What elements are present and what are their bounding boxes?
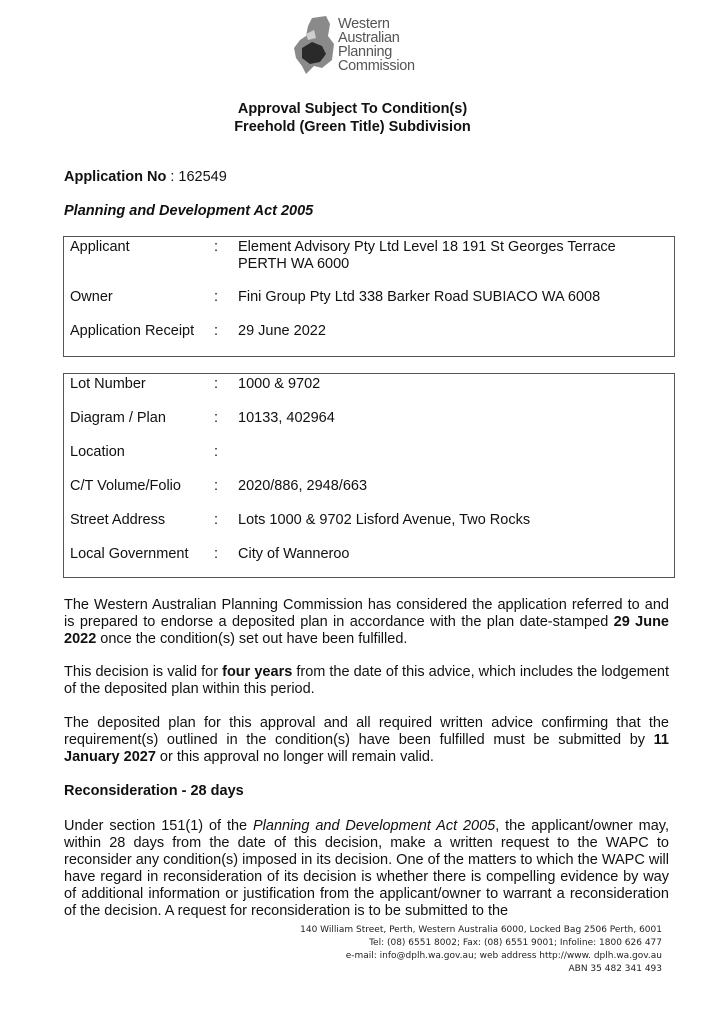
row-label: Owner — [70, 289, 113, 305]
row-value: Element Advisory Pty Ltd Level 18 191 St Georges Terrace PERTH WA 6000 — [238, 239, 616, 272]
document-title: Approval Subject To Condition(s) — [237, 101, 468, 117]
row-label: Applicant — [70, 239, 130, 255]
reconsideration-heading: Reconsideration - 28 days — [64, 783, 244, 799]
logo-line: Australian — [338, 30, 400, 46]
reconsideration-paragraph — [64, 818, 669, 920]
validity-paragraph — [64, 664, 669, 698]
row-colon: : — [214, 323, 219, 339]
expiry-date: 11 January 2027 — [64, 732, 669, 765]
submission-paragraph — [64, 715, 669, 766]
parties-table — [63, 236, 675, 357]
row-colon: : — [214, 444, 219, 460]
document-subtitle: Freehold (Green Title) Subdivision — [234, 119, 471, 135]
text-segment: , the applicant/owner may, within 28 days from the date of this decision, make a written request to the WAPC to reconsider any condition(s) imposed in its decision. One of the matters to which the WAPC will have regard in reconsideration of its decision is whether there is compelling evidence by way of additional information or justification from the applicant/owner to warrant a reconsideration of the decision. A request for reconsideration is to be submitted to the — [64, 818, 669, 919]
validity-period: four years — [222, 664, 293, 680]
application-number — [64, 169, 227, 185]
application-number-separator: : — [166, 169, 179, 185]
footer-abn: ABN 35 482 341 493 — [568, 964, 662, 974]
row-value: Fini Group Pty Ltd 338 Barker Road SUBIACO WA 6008 — [238, 289, 601, 305]
logo-line: Commission — [338, 58, 415, 74]
logo-wordmark — [338, 17, 415, 73]
text-segment: The Western Australian Planning Commission has considered the application referred to and is prepared to endorse a deposited plan in accordance with the plan date-stamped — [64, 597, 669, 630]
row-colon: : — [214, 239, 219, 255]
text-segment: The deposited plan for this approval and all required written advice confirming that the requirement(s) outlined in the condition(s) have been fulfilled must be submitted by — [64, 715, 669, 748]
property-table — [63, 373, 675, 578]
logo-line: Western — [338, 16, 390, 32]
row-value: Lots 1000 & 9702 Lisford Avenue, Two Rocks — [238, 512, 531, 528]
logo-line: Planning — [338, 44, 393, 60]
row-colon: : — [214, 478, 219, 494]
row-colon: : — [214, 512, 219, 528]
row-label: Diagram / Plan — [70, 410, 166, 426]
act-reference: Planning and Development Act 2005 — [253, 818, 496, 834]
text-segment: This decision is valid for — [64, 664, 223, 680]
row-colon: : — [214, 546, 219, 562]
approval-paragraph — [64, 597, 669, 648]
footer-email: e-mail: info@dplh.wa.gov.au; web address http://www. dplh.wa.gov.au — [345, 951, 662, 961]
row-value: 10133, 402964 — [238, 410, 335, 426]
act-title: Planning and Development Act 2005 — [64, 203, 314, 219]
footer-contact — [300, 924, 662, 976]
text-segment: once the condition(s) set out have been fulfilled. — [96, 631, 408, 647]
row-label: Lot Number — [70, 376, 146, 392]
footer-phone: Tel: (08) 6551 8002; Fax: (08) 6551 9001; Infoline: 1800 626 477 — [369, 938, 662, 948]
text-segment: Under section 151(1) of the — [64, 818, 253, 834]
plan-date: 29 June 2022 — [64, 614, 669, 647]
row-value: 2020/886, 2948/663 — [238, 478, 368, 494]
row-label: C/T Volume/Folio — [70, 478, 181, 494]
application-number-value: 162549 — [178, 169, 227, 185]
row-value: 1000 & 9702 — [238, 376, 321, 392]
text-segment: or this approval no longer will remain valid. — [155, 749, 434, 765]
row-label: Local Government — [70, 546, 189, 562]
row-colon: : — [214, 410, 219, 426]
row-label: Street Address — [70, 512, 166, 528]
application-number-label: Application No — [64, 169, 167, 185]
row-label: Location — [70, 444, 125, 460]
text-segment: from the date of this advice, which includes the lodgement of the deposited plan within this period. — [64, 664, 670, 697]
row-colon: : — [214, 376, 219, 392]
footer-address: 140 William Street, Perth, Western Australia 6000, Locked Bag 2506 Perth, 6001 — [300, 925, 662, 935]
wapc-logo — [292, 14, 437, 82]
row-colon: : — [214, 289, 219, 305]
row-label: Application Receipt — [70, 323, 195, 339]
row-value: City of Wanneroo — [238, 546, 350, 562]
row-value: 29 June 2022 — [238, 323, 326, 339]
